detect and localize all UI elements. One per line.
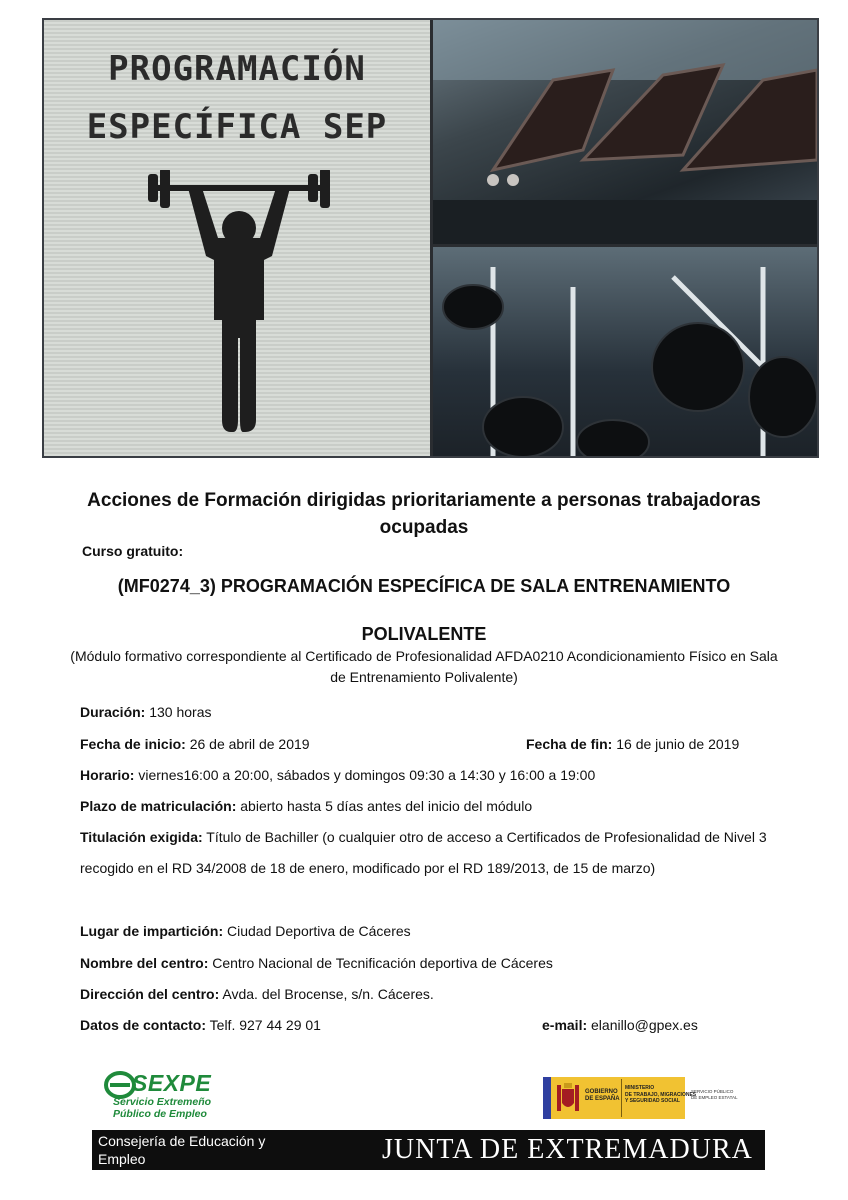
detail-value: 26 de abril de 2019 [189,736,310,752]
sexpe-logo-subtitle [113,1096,211,1120]
hero-title [44,40,430,156]
detail-value: Centro Nacional de Tecnificación deportiva de Cáceres [212,955,553,971]
gym-weights-photo [433,247,817,456]
course-free-label: Curso gratuito: [82,543,184,559]
detail-lugar [80,921,770,941]
detail-label: Datos de contacto: [80,1017,207,1033]
gobierno-text [585,1089,620,1103]
detail-label: e-mail: [542,1017,588,1033]
ministerio-text [625,1085,696,1105]
detail-label: Duración: [80,704,146,720]
course-title-line2: POLIVALENTE [361,624,487,644]
hero-banner [42,18,819,458]
course-title-line1: (MF0274_3) PROGRAMACIÓN ESPECÍFICA DE SALA ENTRENAMIENTO [117,576,731,596]
detail-plazo [80,796,770,816]
eu-flag-strip [543,1077,551,1119]
detail-duracion [80,702,770,722]
gym-treadmill-photo [433,20,817,244]
detail-horario [80,765,770,785]
weightlifter-icon [144,170,334,440]
junta-extremadura-bar [92,1130,765,1170]
ministerio-line2: DE TRABAJO, MIGRACIONES [625,1091,697,1098]
gobierno-espana-logo [543,1077,755,1119]
detail-value: Avda. del Brocense, s/n. Cáceres. [222,986,434,1002]
detail-label: Plazo de matriculación: [80,798,237,814]
gobierno-line1: GOBIERNO [585,1089,618,1095]
detail-value: Ciudad Deportiva de Cáceres [227,923,411,939]
detail-value: Telf. 927 44 29 01 [209,1017,321,1033]
sexpe-sub-line1: Servicio Extremeño [113,1096,212,1108]
coat-of-arms-icon [555,1081,581,1115]
treadmill-illustration [433,20,817,244]
detail-email [542,1015,698,1035]
detail-label: Fecha de fin: [526,736,613,752]
consejeria-line1: Consejería de Educación y [98,1133,266,1149]
hero-title-line2: ESPECÍFICA SEP [86,107,388,147]
junta-extremadura-logo: JUNTA DE EXTREMADURA [382,1134,753,1165]
detail-value: abierto hasta 5 días antes del inicio del módulo [240,798,533,814]
detail-label: Dirección del centro: [80,986,220,1002]
detail-fecha-fin [526,734,739,754]
detail-titulacion [80,822,770,884]
consejeria-line2: Empleo [98,1151,146,1167]
sepe-line2: DE EMPLEO ESTATAL [691,1095,738,1100]
hero-title-line1: PROGRAMACIÓN [108,49,366,89]
headline: Acciones de Formación dirigidas prioritariamente a personas trabajadoras ocupadas [87,490,761,538]
detail-value: 16 de junio de 2019 [616,736,740,752]
consejeria-text [98,1132,265,1168]
detail-value: viernes16:00 a 20:00, sábados y domingos 09:30 a 14:30 y 16:00 a 19:00 [138,767,596,783]
ministerio-line3: Y SEGURIDAD SOCIAL [625,1098,680,1104]
hero-poster-panel [44,20,430,456]
detail-label: Titulación exigida: [80,829,203,845]
detail-label: Horario: [80,767,135,783]
gobierno-line2: DE ESPAÑA [585,1096,620,1102]
weight-plates-illustration [433,247,817,456]
sepe-text [691,1089,738,1101]
sexpe-sub-line2: Público de Empleo [113,1108,207,1120]
logo-divider [621,1079,622,1117]
detail-value: Título de Bachiller (o cualquier otro de acceso a Certificados de Profesionalidad de Nivel 3 recogido en el RD 34/2008 de 18 de enero, modificado por el RD 189/2013, de 15 de marzo) [80,829,767,876]
detail-value: 130 horas [149,704,212,720]
email-link[interactable]: elanillo@gpex.es [591,1017,698,1033]
module-note: (Módulo formativo correspondiente al Certificado de Profesionalidad AFDA0210 Acondicionamiento Físico en Sala de Entrenamiento Polivalente) [70,648,778,685]
sepe-line1: SERVICIO PÚBLICO [691,1089,734,1094]
sexpe-logo-name: SEXPE [132,1070,212,1096]
detail-centro [80,953,770,973]
detail-label: Fecha de inicio: [80,736,186,752]
course-title [60,562,788,658]
detail-direccion [80,984,770,1004]
ministerio-line1: MINISTERIO [625,1085,655,1091]
detail-label: Lugar de impartición: [80,923,224,939]
detail-label: Nombre del centro: [80,955,209,971]
